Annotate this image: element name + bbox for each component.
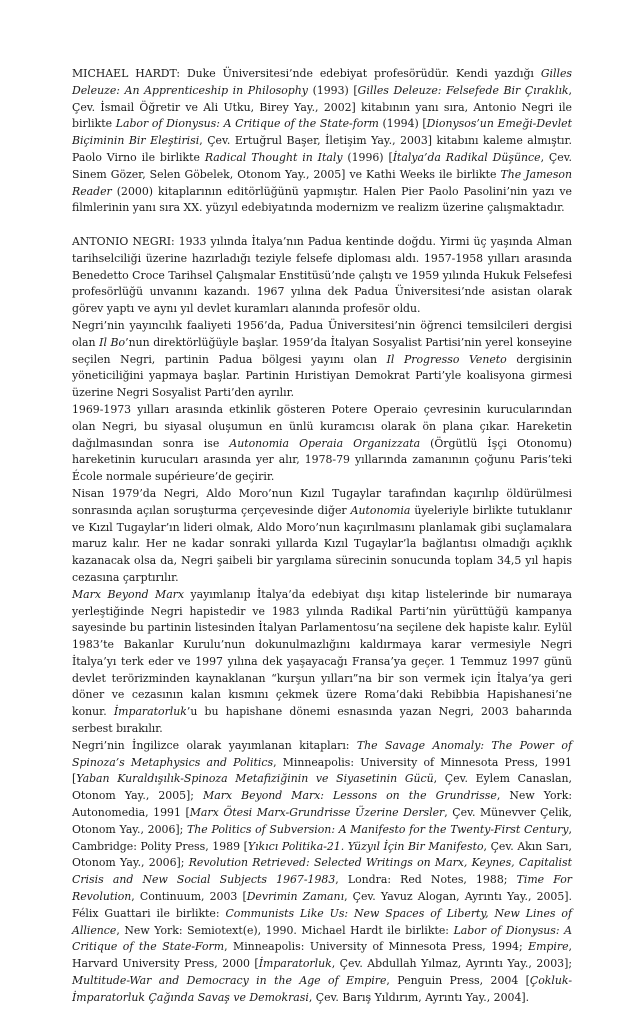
text-run: , Çev. Barış Yıldırım, Ayrıntı Yay., 2004].: [308, 990, 530, 1004]
text-run: , Çev. İsmail Öğretir ve Ali Utku, Birey Yay., 2002] kitabının yanı sıra, Antonio Negri ile birlikte: [72, 83, 572, 131]
page-body: [72, 66, 572, 1007]
italic-title: Marx Beyond Marx: [72, 587, 185, 601]
italic-title: Labor of Dionysus: A Critique of the State-Form: [72, 923, 572, 954]
italic-title: The Politics of Subversion: A Manifesto for the Twenty-First Century: [187, 822, 569, 836]
italic-title: Çokluk-İmparatorluk Çağında Savaş ve Demokrasi: [72, 974, 572, 1004]
italic-title: İtalya’da Radikal Düşünce: [392, 150, 541, 164]
text-run: (1996) [: [342, 150, 393, 164]
paragraph-negri-books: [72, 738, 572, 1007]
italic-title: Labor of Dionysus: A Critique of the State-form: [115, 117, 379, 131]
text-run: , Çev. Yavuz Alogan, Ayrıntı Yay., 2005]. Félix Guattari ile birlikte:: [72, 890, 573, 920]
text-run: , Çev. Akın Sarı, Otonom Yay., 2006];: [72, 839, 572, 870]
italic-title: Yıkıcı Politika-21. Yüzyıl İçin Bir Manifesto: [247, 839, 484, 853]
paragraph-negri-potere-operaio: [72, 402, 572, 486]
italic-title: Il Progresso Veneto: [386, 352, 507, 366]
italic-title: Gilles Deleuze: Felsefede Bir Çıraklık: [357, 83, 569, 97]
text-run: Negri’nin İngilizce olarak yayımlanan kitapları:: [72, 738, 357, 752]
italic-title: Autonomia Operaia Organizzata: [229, 436, 421, 450]
italic-title: Gilles Deleuze: An Apprenticeship in Philosophy: [72, 67, 572, 97]
paragraph-hardt-bio: [72, 66, 572, 217]
text-run: , Çev. Ertuğrul Başer, İletişim Yay., 2003] kitabını kaleme almıştır. Paolo Virno ile birlikte: [72, 134, 573, 164]
text-run: , Continuum, 2003 [: [131, 890, 247, 904]
paragraph-negri-exile: [72, 587, 572, 738]
italic-title: Dionysos’un Emeği-Devlet Biçiminin Bir Eleştirisi: [72, 117, 572, 148]
text-run: yayımlanıp İtalya’da edebiyat dışı kitap listelerinde bir numaraya yerleştiğinde Negri hapistedir ve 1983 yılında Radikal Parti’nin yürüttüğü kampanya sayesinde bu partinin listesinden İtalyan Parlamentosu’na seçilene dek hapiste kalır. Eylül 1983’te Bakanlar Kurulu’nun dokunulmazlığını kaldırmaya karar vermesiyle Negri İtalya’yı terk eder ve 1997 yılına dek yaşayacağı Fransa’ya geçer. 1 Temmuz 1997 günü devlet terörizminden kaynaklanan “kurşun yılları”na bir son vermek için İtalya’ya geri döner ve cezasının kalan kısmını çekmek üzere Roma’daki Rebibbia Hapishanesi’ne konur.: [72, 587, 572, 719]
text-run: Negri’nin yayıncılık faaliyeti 1956’da, Padua Üniversitesi’nin öğrenci temsilcileri dergisi olan: [72, 318, 572, 349]
italic-title: Autonomia: [350, 503, 411, 517]
italic-title: Marx Beyond Marx: Lessons on the Grundrisse: [203, 789, 497, 803]
italic-title: İmparatorluk: [113, 705, 187, 719]
italic-title: Multitude-War and Democracy in the Age of Empire: [72, 974, 387, 988]
italic-title: Empire: [528, 940, 569, 954]
paragraph-negri-bio: [72, 234, 572, 318]
italic-title: Yaban Kuraldışılık-Spinoza Metafiziğinin ve Siyasetinin Gücü: [76, 772, 434, 786]
text-run: , Cambridge: Polity Press, 1989 [: [72, 822, 572, 853]
italic-title: Revolution Retrieved: Selected Writings on Marx, Keynes, Capitalist Crisis and New Social Subjects 1967-1983: [72, 856, 572, 887]
italic-title: Communists Like Us: New Spaces of Liberty, New Lines of Allience: [72, 906, 572, 937]
text-run: ’u bu hapishane dönemi esnasında yazan Negri, 2003 baharında serbest bırakılır.: [72, 705, 572, 736]
text-run: (1993) [: [307, 83, 358, 97]
text-run: Nisan 1979’da Negri, Aldo Moro’nun Kızıl Tugaylar tarafından kaçırılıp öldürülmesi sonrasında açılan soruşturma çerçevesinde diğer: [72, 486, 572, 517]
text-run: ANTONIO NEGRI: 1933 yılında İtalya’nın Padua kentinde doğdu. Yirmi üç yaşında Alman tarihselciliği üzerine hazırladığı teziyle felsefe diploması aldı. 1957-1958 yılları arasında Benedetto Croce Tarihsel Çalışmalar Enstitüsü’nde çalıştı ve 1959 yılında Hukuk Felsefesi profesörlüğü unvanını kazandı. 1967 yılına dek Padua Üniversitesi’nde asistan olarak görev yaptı ve aynı yıl devlet kuramları alanında profesör oldu.: [72, 234, 572, 316]
text-run: MICHAEL HARDT: Duke Üniversitesi’nde edebiyat profesörüdür. Kendi yazdığı: [72, 67, 541, 80]
italic-title: Radical Thought in Italy: [204, 150, 343, 164]
italic-title: The Savage Anomaly: The Power of Spinoza’s Metaphysics and Politics: [72, 738, 572, 769]
text-run: (1994) [: [378, 117, 427, 131]
paragraph-negri-arrest: [72, 486, 572, 587]
text-run: , Londra: Red Notes, 1988;: [335, 873, 517, 887]
italic-title: Marx Ötesi Marx-Grundrisse Üzerine Dersler: [189, 806, 445, 820]
italic-title: İmparatorluk: [258, 957, 332, 971]
text-run: , Harvard University Press, 2000 [: [72, 940, 572, 971]
italic-title: Devrimin Zamanı: [246, 890, 345, 904]
text-run: , New York: Semiotext(e), 1990. Michael Hardt ile birlikte:: [116, 923, 454, 937]
text-run: 1969-1973 yılları arasında etkinlik gösteren Potere Operaio çevresinin kurucularından olan Negri, bu siyasal oluşumun en ünlü kuramcısı olarak ön plana çıkar. Hareketin dağılmasından sonra ise: [72, 402, 572, 450]
italic-title: Time For Revolution: [72, 873, 572, 904]
text-run: , Çev. Sinem Gözer, Selen Göbelek, Otonom Yay., 2005] ve Kathi Weeks ile birlikte: [72, 150, 573, 181]
text-run: , Penguin Press, 2004 [: [386, 974, 530, 988]
text-run: dergisinin yöneticiliğini yapmaya başlar. Partinin Hıristiyan Demokrat Parti’yle koalisyona girmesi üzerine Negri Sosyalist Parti’den ayrılır.: [72, 352, 573, 400]
text-run: (Örgütlü İşçi Otonomu) hareketinin kurucuları arasında yer alır, 1978-79 yıllarında zamanının çoğunu Paris’teki École normale supérieure’de geçirir.: [72, 436, 572, 484]
text-run: , Minneapolis: University of Minnesota Press, 1994;: [224, 940, 529, 954]
text-run: , Minneapolis: University of Minnesota Press, 1991 [: [72, 755, 572, 786]
text-run: (2000) kitaplarının editörlüğünü yapmıştır. Halen Pier Paolo Pasolini’nin yazı ve filmlerinin yanı sıra XX. yüzyıl edebiyatında modernizm ve realizm üzerine çalışmaktadır.: [72, 184, 572, 215]
italic-title: Il Bo: [99, 335, 126, 349]
text-run: ’nun direktörlüğüyle başlar. 1959’da İtalyan Sosyalist Partisi’nin yerel konseyine seçilen Negri, partinin Padua bölgesi yayını olan: [72, 335, 572, 366]
italic-title: The Jameson Reader: [72, 167, 572, 198]
text-run: , Çev. Münevver Çelik, Otonom Yay., 2006];: [72, 806, 572, 836]
text-run: , Çev. Abdullah Yılmaz, Ayrıntı Yay., 2003];: [331, 957, 572, 971]
text-run: , New York: Autonomedia, 1991 [: [72, 789, 572, 820]
text-run: , Çev. Eylem Canaslan, Otonom Yay., 2005];: [72, 772, 572, 803]
text-run: üyeleriyle birlikte tutuklanır ve Kızıl Tugaylar’ın lideri olmak, Aldo Moro’nun kaçırılmasını planlamak gibi suçlamalara maruz kalır. Her ne kadar sonraki yıllarda Kızıl Tugaylar’la bağlantısı olmadığı açıklık kazanacak olsa da, Negri şaibeli bir yargılama sürecinin sonucunda toplam 34,5 yıl hapis cezasına çarptırılır.: [72, 503, 572, 584]
paragraph-negri-activism: [72, 318, 572, 402]
